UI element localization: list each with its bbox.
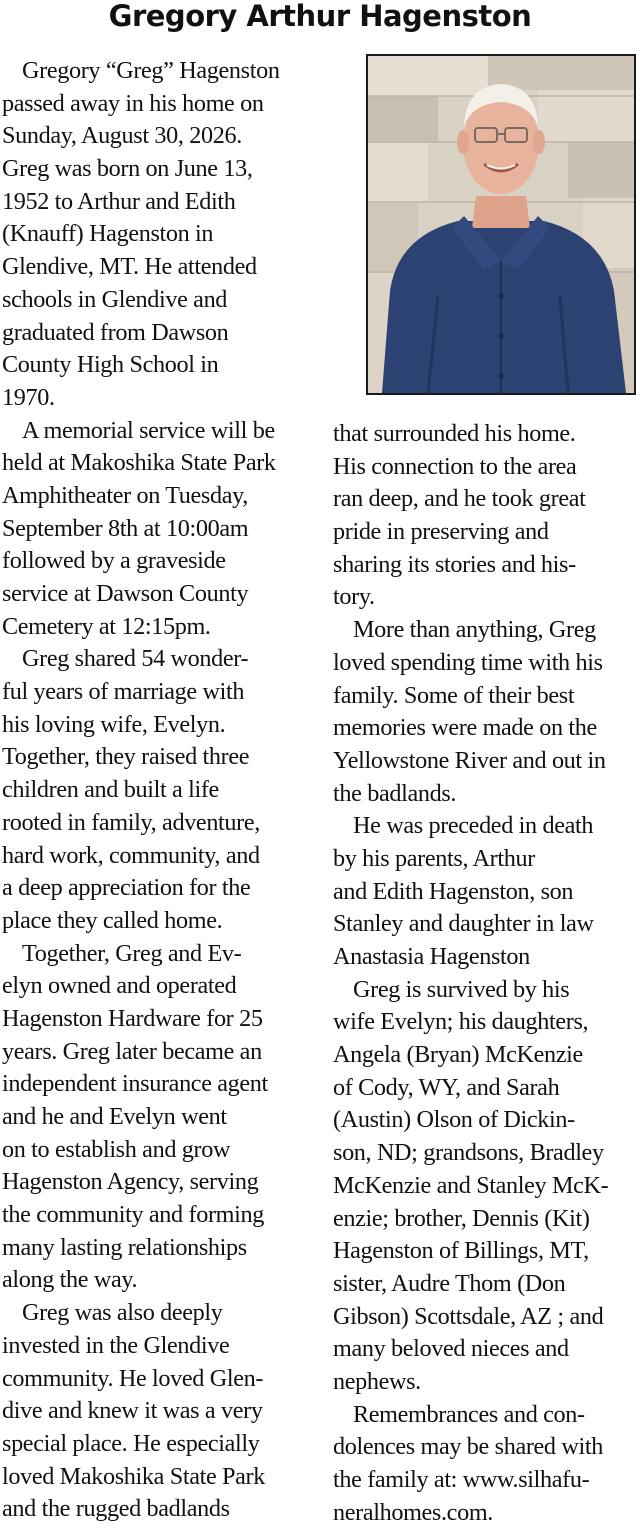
- text-line: neralhomes.com.: [333, 1498, 493, 1526]
- text-line: 1970.: [2, 383, 55, 411]
- text-line: his loving wife, Evelyn.: [2, 710, 226, 738]
- text-line: More than anything, Greg: [353, 616, 596, 644]
- text-line: wife Evelyn; his daughters,: [333, 1008, 589, 1036]
- text-line: Gregory “Greg” Hagenston: [22, 57, 280, 84]
- text-line: family. Some of their best: [333, 681, 575, 709]
- text-line: A memorial service will be: [22, 416, 275, 444]
- text-line: Hagenston Agency, serving: [2, 1168, 259, 1196]
- portrait-photo: [366, 54, 636, 395]
- obituary-column-right: [333, 418, 638, 1529]
- text-line: dive and knew it was a very: [2, 1397, 263, 1425]
- text-line: hard work, community, and: [2, 841, 260, 869]
- obituary-title: Gregory Arthur Hagenston: [108, 0, 532, 33]
- text-line: the family at: www.silhafu-: [333, 1466, 590, 1493]
- text-line: and he and Evelyn went: [2, 1103, 227, 1130]
- text-line: sister, Audre Thom (Don: [333, 1269, 566, 1297]
- text-line: that surrounded his home.: [333, 420, 576, 447]
- text-line: Sunday, August 30, 2026.: [2, 122, 242, 150]
- text-line: of Cody, WY, and Sarah: [333, 1073, 560, 1101]
- text-line: His connection to the area: [333, 452, 577, 480]
- text-line: enzie; brother, Dennis (Kit): [333, 1204, 590, 1232]
- text-line: Greg is survived by his: [353, 975, 570, 1003]
- text-line: ful years of marriage with: [2, 678, 245, 706]
- text-line: nephews.: [333, 1367, 421, 1395]
- text-line: years. Greg later became an: [2, 1037, 262, 1065]
- text-line: sharing its stories and his-: [333, 550, 576, 578]
- text-line: Anastasia Hagenston: [333, 943, 530, 970]
- text-line: Greg was also deeply: [22, 1299, 223, 1327]
- text-line: Together, Greg and Ev-: [22, 939, 242, 967]
- text-line: Remembrances and con-: [353, 1400, 585, 1428]
- text-line: Gibson) Scottsdale, AZ ; and: [333, 1302, 604, 1330]
- text-line: independent insurance agent: [2, 1070, 268, 1098]
- text-line: (Knauff) Hagenston in: [2, 220, 214, 248]
- text-line: Cemetery at 12:15pm.: [2, 612, 211, 640]
- text-line: rooted in family, adventure,: [2, 808, 260, 836]
- text-line: loved spending time with his: [333, 648, 603, 676]
- text-line: dolences may be shared with: [333, 1433, 603, 1461]
- text-line: Together, they raised three: [2, 743, 250, 771]
- text-line: held at Makoshika State Park: [2, 449, 276, 477]
- text-line: Greg shared 54 wonder-: [22, 645, 249, 673]
- text-line: McKenzie and Stanley McK-: [333, 1171, 609, 1199]
- text-line: Stanley and daughter in law: [333, 910, 594, 938]
- text-line: and the rugged badlands: [2, 1495, 230, 1523]
- text-line: elyn owned and operated: [2, 972, 237, 1000]
- text-line: Greg was born on June 13,: [2, 155, 253, 183]
- text-line: memories were made on the: [333, 714, 597, 742]
- text-line: son, ND; grandsons, Bradley: [333, 1139, 604, 1167]
- obituary-column-left: [2, 55, 314, 1526]
- text-line: many lasting relationships: [2, 1233, 247, 1261]
- text-line: loved Makoshika State Park: [2, 1462, 265, 1490]
- text-line: Hagenston of Billings, MT,: [333, 1237, 589, 1265]
- text-line: tory.: [333, 583, 375, 611]
- text-line: County High School in: [2, 351, 219, 379]
- portrait-photo-icon: [368, 56, 634, 393]
- text-line: Glendive, MT. He attended: [2, 253, 257, 281]
- text-line: community. He loved Glen-: [2, 1364, 264, 1392]
- text-line: September 8th at 10:00am: [2, 514, 249, 542]
- text-line: He was preceded in death: [353, 812, 594, 840]
- text-line: the community and forming: [2, 1201, 264, 1229]
- text-line: Amphitheater on Tuesday,: [2, 481, 248, 509]
- text-line: schools in Glendive and: [2, 285, 228, 313]
- text-line: a deep appreciation for the: [2, 874, 251, 902]
- text-line: invested in the Glendive: [2, 1331, 230, 1359]
- text-line: Yellowstone River and out in: [333, 746, 606, 774]
- text-line: place they called home.: [2, 906, 223, 934]
- text-line: along the way.: [2, 1266, 138, 1294]
- text-line: (Austin) Olson of Dickin-: [333, 1106, 575, 1134]
- text-line: special place. He especially: [2, 1429, 260, 1457]
- text-line: children and built a life: [2, 776, 219, 804]
- text-line: pride in preserving and: [333, 518, 549, 546]
- text-line: ran deep, and he took great: [333, 485, 586, 513]
- text-line: passed away in his home on: [2, 89, 264, 117]
- text-line: many beloved nieces and: [333, 1335, 569, 1363]
- text-line: followed by a graveside: [2, 547, 226, 575]
- text-line: on to establish and grow: [2, 1135, 231, 1163]
- text-line: and Edith Hagenston, son: [333, 877, 574, 905]
- text-line: by his parents, Arthur: [333, 844, 535, 872]
- text-line: graduated from Dawson: [2, 318, 229, 346]
- text-line: 1952 to Arthur and Edith: [2, 187, 236, 215]
- text-line: the badlands.: [333, 779, 457, 807]
- text-line: Angela (Bryan) McKenzie: [333, 1041, 583, 1069]
- text-line: Hagenston Hardware for 25: [2, 1004, 263, 1032]
- text-line: service at Dawson County: [2, 580, 249, 607]
